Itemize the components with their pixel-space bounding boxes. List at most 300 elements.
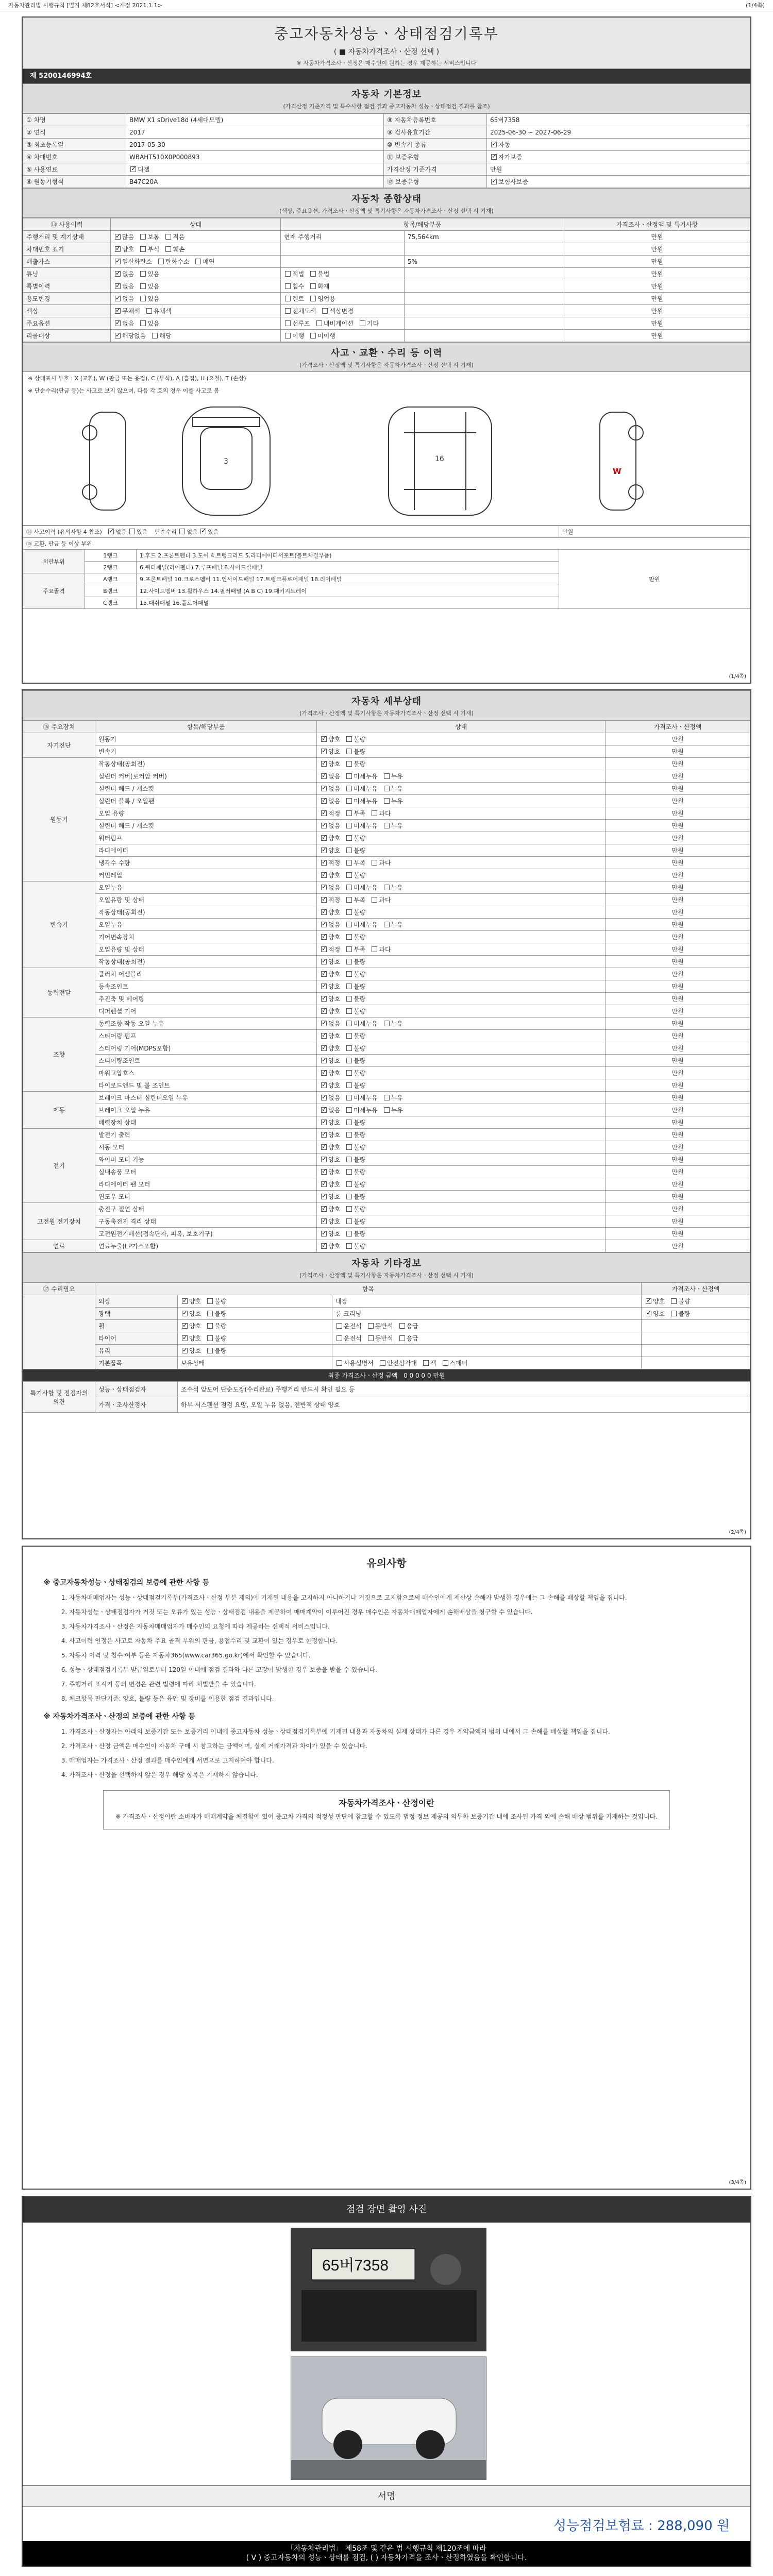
checkbox-label: 불량	[354, 1168, 366, 1176]
checkbox-label: 없음	[328, 773, 341, 780]
checkbox-icon	[346, 749, 352, 754]
checkbox-icon	[346, 1021, 352, 1026]
checkbox-icon	[321, 996, 327, 1002]
check-option	[320, 1156, 340, 1163]
checkbox-label: 있음	[137, 529, 148, 535]
item-state	[317, 1005, 606, 1018]
checkbox-icon	[321, 1243, 327, 1249]
checkbox-icon	[321, 810, 327, 816]
item-label: 오일누유	[95, 919, 317, 931]
check-option	[442, 1360, 468, 1367]
item-label: 기어변속장치	[95, 931, 317, 943]
item-label: 실린더 커버(로커암 커버)	[95, 770, 317, 783]
table-row	[23, 968, 750, 980]
table-row	[23, 1055, 750, 1067]
check-option	[320, 884, 340, 891]
section-title: 자동차 종합상태	[351, 194, 422, 205]
checkbox-icon	[140, 234, 146, 240]
plate-number: 65버7358	[487, 114, 750, 126]
checkbox-label: 누유	[391, 785, 403, 792]
checkbox-label: 불량	[354, 1243, 366, 1250]
table-row	[23, 317, 750, 330]
item-value	[405, 268, 564, 280]
table-row	[23, 956, 750, 968]
section-note: (색상, 주요옵션, 가격조사ㆍ산정액 및 특기사항은 자동차가격조사ㆍ산정 선택 시 기재)	[279, 208, 494, 214]
checkbox-icon	[207, 1348, 213, 1353]
table-row	[23, 1178, 750, 1191]
table-header-row	[23, 218, 750, 231]
check-option	[359, 320, 379, 327]
checkbox-label: 불량	[354, 1131, 366, 1139]
field-label: ⑤ 사용연료	[23, 163, 126, 176]
checkbox-icon	[346, 761, 352, 767]
checkbox-icon	[140, 320, 146, 326]
item-label: 주요옵션	[23, 317, 111, 330]
checkbox-icon	[671, 1298, 677, 1304]
checkbox-icon	[346, 934, 352, 940]
check-option	[181, 1347, 201, 1354]
checkbox-icon	[321, 1033, 327, 1039]
checkbox-label: 응급	[406, 1335, 418, 1342]
notice-item: 8. 체크항목 판단기준: 양호, 불량 등은 육안 및 장비를 이용한 점검 결과입니다.	[69, 1693, 719, 1704]
checkbox-icon	[321, 1008, 327, 1014]
insurance-fee	[553, 2515, 730, 2534]
legal-footer-line-2: ( V ) 중고자동차의 성능ㆍ상태를 점검, ( ) 자동차가격을 조사ㆍ산정하였음을 확인합니다.	[246, 2554, 527, 2562]
item-state	[317, 931, 606, 943]
checkbox-icon	[115, 333, 121, 338]
item-state	[178, 1295, 332, 1308]
checkbox-label: 불법	[317, 270, 330, 278]
vin: WBAHT510X0P000893	[126, 151, 384, 163]
page-indicator: (1/4쪽)	[746, 2, 765, 9]
item-state	[317, 1116, 606, 1129]
item-state	[317, 1055, 606, 1067]
column-header: ⑬ 사용이력	[23, 218, 111, 231]
check-option	[345, 909, 365, 916]
checkbox-label: 해당없음	[122, 332, 146, 340]
checkbox-icon	[165, 234, 171, 240]
checkbox-icon	[372, 897, 377, 903]
table-row	[23, 1345, 750, 1357]
item-label: 유리	[95, 1345, 178, 1357]
section-other-info	[23, 1252, 750, 1282]
checkbox-label: 훼손	[173, 246, 185, 253]
check-option	[335, 1323, 362, 1330]
checkbox-label: 양호	[328, 1230, 341, 1238]
check-option	[371, 859, 391, 867]
column-header: 상태	[111, 218, 281, 231]
check-option	[345, 785, 377, 792]
column-header: ⑯ 주요장치	[23, 721, 95, 733]
item-state	[111, 243, 281, 256]
check-option	[345, 884, 377, 891]
check-option	[114, 283, 134, 290]
item-state	[317, 1129, 606, 1141]
item-label: 원동기	[95, 733, 317, 745]
check-option	[194, 258, 214, 265]
item-state	[317, 1191, 606, 1203]
document-note: ※ 자동차가격조사ㆍ산정은 매수인이 원하는 경우 제공하는 서비스입니다	[296, 60, 477, 66]
check-option	[139, 283, 159, 290]
check-option	[320, 872, 340, 879]
checkbox-label: 미이행	[317, 332, 335, 340]
check-option	[383, 773, 403, 780]
checkbox-icon	[285, 308, 291, 314]
checkbox-icon	[146, 308, 152, 314]
check-option	[383, 921, 403, 928]
check-option	[345, 995, 365, 1003]
table-row	[23, 1154, 750, 1166]
checkbox-label: 있음	[147, 283, 160, 290]
table-row	[23, 1228, 750, 1240]
checkbox-label: 양호	[328, 872, 341, 879]
checkbox-label: 없음	[122, 283, 135, 290]
checkbox-icon	[285, 296, 291, 301]
notice-list	[69, 1592, 719, 1704]
checkbox-icon	[346, 1058, 352, 1063]
svg-text:W: W	[613, 467, 621, 476]
item-label: 구동축전지 격리 상태	[95, 1215, 317, 1228]
check-option	[321, 308, 353, 315]
item-label: 동력조향 작동 오일 누유	[95, 1018, 317, 1030]
checkbox-label: 불량	[354, 872, 366, 879]
section-overall-status	[23, 188, 750, 218]
item-detail	[281, 280, 405, 293]
check-option	[320, 1230, 340, 1238]
field-label: ② 연식	[23, 126, 126, 139]
check-option	[284, 308, 316, 315]
check-option	[284, 283, 304, 290]
checkbox-label: 양호	[653, 1298, 665, 1305]
price-cell: 만원	[564, 256, 750, 268]
check-option	[320, 1082, 340, 1089]
legal-footer	[23, 2541, 750, 2566]
group-label: 연료	[23, 1240, 95, 1252]
checkbox-label: 없음	[187, 529, 198, 535]
signature-title: 서명	[23, 2485, 750, 2507]
column-header: 가격조사ㆍ산정액	[642, 1283, 750, 1295]
item-state-2	[642, 1345, 750, 1357]
checkbox-label: 양호	[328, 1243, 341, 1250]
check-option	[345, 971, 365, 978]
check-option	[114, 295, 134, 302]
item-detail: 룸 크리닝	[332, 1308, 642, 1320]
checkbox-label: 불량	[354, 1119, 366, 1126]
checkbox-label: 없음	[328, 1094, 341, 1101]
checkbox-icon	[115, 308, 121, 314]
check-option	[139, 320, 159, 327]
group-label: 전기	[23, 1129, 95, 1203]
checkbox-label: 불량	[354, 1057, 366, 1064]
checkbox-label: 미세누유	[354, 1020, 378, 1027]
checkbox-label: 부족	[354, 946, 366, 953]
item-state	[317, 980, 606, 993]
checkbox-label: 양호	[328, 1119, 341, 1126]
table-row	[23, 151, 750, 163]
check-option	[320, 971, 340, 978]
table-row	[23, 869, 750, 882]
check-option	[320, 958, 340, 965]
price-cell: 만원	[606, 882, 750, 894]
table-row	[23, 330, 750, 342]
checkbox-label: 보통	[147, 233, 160, 241]
check-option	[345, 859, 365, 867]
item-state	[317, 1203, 606, 1215]
price-cell: 만원	[564, 268, 750, 280]
checkbox-icon	[200, 529, 206, 534]
price-cell: 만원	[606, 1228, 750, 1240]
price-cell: 만원	[564, 330, 750, 342]
price-cell: 만원	[606, 1067, 750, 1079]
checkbox-label: 렌트	[292, 295, 305, 302]
table-header-row	[23, 1283, 750, 1295]
item-value	[405, 243, 564, 256]
check-option	[345, 810, 365, 817]
table-row	[23, 783, 750, 795]
checkbox-label: 없음	[328, 822, 341, 829]
fuel-type	[126, 163, 384, 176]
check-option	[320, 748, 340, 755]
group-label: 원동기	[23, 758, 95, 882]
checkbox-label: 미세누유	[354, 822, 378, 829]
item-state	[111, 293, 281, 305]
checkbox-icon	[346, 1008, 352, 1014]
check-option	[139, 295, 159, 302]
table-row	[23, 1215, 750, 1228]
check-option	[320, 785, 340, 792]
checkbox-icon	[321, 959, 327, 964]
document-title: 중고자동차성능ㆍ상태점검기록부	[274, 25, 499, 42]
checkbox-label: 양호	[328, 1008, 341, 1015]
price-cell: 만원	[606, 943, 750, 956]
check-option	[181, 1323, 201, 1330]
table-row	[23, 993, 750, 1005]
checkbox-icon	[368, 1323, 374, 1329]
notice-item: 3. 매매업자는 가격조사ㆍ산정 결과를 매수인에게 서면으로 고지하여야 합니다.	[69, 1755, 719, 1766]
checkbox-icon	[207, 1311, 213, 1316]
item-label: 실린더 블록 / 오일팬	[95, 795, 317, 807]
checkbox-label: 미세누유	[354, 773, 378, 780]
price-cell: 만원	[606, 1154, 750, 1166]
checkbox-label: 보험사보증	[498, 178, 528, 185]
checkbox-icon	[108, 529, 114, 534]
checkbox-label: 양호	[328, 1206, 341, 1213]
item-state	[317, 1018, 606, 1030]
item-value	[405, 330, 564, 342]
checkbox-label: 불량	[214, 1310, 227, 1317]
table-row	[23, 1203, 750, 1215]
item-state	[317, 795, 606, 807]
item-value	[405, 280, 564, 293]
check-option	[320, 1107, 340, 1114]
item-state	[317, 993, 606, 1005]
table-row	[23, 857, 750, 869]
item-label: 커먼레일	[95, 869, 317, 882]
check-option	[309, 283, 329, 290]
rank-label: B랭크	[85, 585, 137, 597]
field-label: ⑧ 자동차등록번호	[384, 114, 487, 126]
price-cell: 만원	[606, 956, 750, 968]
table-row	[23, 1005, 750, 1018]
checkbox-icon	[360, 320, 365, 326]
checkbox-label: 양호	[328, 1131, 341, 1139]
item-state	[317, 1092, 606, 1104]
checkbox-label: 이행	[292, 332, 305, 340]
group-label: 고전원 전기장치	[23, 1203, 95, 1240]
checkbox-label: 불량	[354, 760, 366, 768]
price-cell: 만원	[606, 1191, 750, 1203]
notice-subtitle: ※ 중고자동차성능ㆍ상태점검의 보증에 관한 사항 등	[43, 1579, 209, 1587]
section-title: 자동차 기본정보	[351, 89, 422, 100]
check-option	[345, 934, 365, 941]
price-cell: 만원	[564, 280, 750, 293]
checkbox-icon	[646, 1311, 651, 1316]
checkbox-label: 불량	[354, 1070, 366, 1077]
checkbox-label: 불량	[354, 835, 366, 842]
item-state	[317, 1104, 606, 1116]
model-year: 2017	[126, 126, 384, 139]
checkbox-icon	[115, 259, 121, 264]
checkbox-icon	[115, 296, 121, 301]
table-row	[23, 126, 750, 139]
check-option	[345, 1057, 365, 1064]
section-title: 사고ㆍ교환ㆍ수리 등 이력	[330, 348, 443, 359]
check-option	[345, 847, 365, 854]
check-option	[284, 320, 310, 327]
checkbox-label: 불량	[354, 1156, 366, 1163]
column-header: ⑰ 수리필요	[23, 1283, 95, 1295]
check-option	[345, 1156, 365, 1163]
price-cell: 만원	[606, 745, 750, 758]
check-option	[206, 1347, 226, 1354]
table-row	[23, 1104, 750, 1116]
table-row	[23, 1397, 750, 1413]
item-state	[317, 943, 606, 956]
checkbox-icon	[346, 835, 352, 841]
checkbox-label: 양호	[328, 748, 341, 755]
item-label: 충전구 절연 상태	[95, 1203, 317, 1215]
item-state	[317, 807, 606, 820]
check-option	[320, 909, 340, 916]
checkbox-label: 적법	[292, 270, 305, 278]
photo-vehicle-lift	[291, 2357, 486, 2480]
checkbox-icon	[423, 1360, 429, 1366]
item-detail	[332, 1357, 642, 1369]
checkbox-icon	[346, 1231, 352, 1236]
item-label: 색상	[23, 305, 111, 317]
checkbox-icon	[321, 1206, 327, 1212]
checkbox-icon	[646, 1298, 651, 1304]
item-state	[317, 1030, 606, 1042]
checkbox-icon	[346, 1033, 352, 1039]
box-title: 자동차가격조사ㆍ산정이란	[339, 1798, 434, 1808]
checkbox-icon	[182, 1311, 188, 1316]
check-option	[345, 822, 377, 829]
price-cell: 만원	[606, 1042, 750, 1055]
item-state-2	[642, 1308, 750, 1320]
checkbox-icon	[322, 308, 328, 314]
checkbox-label: 누유	[391, 921, 403, 928]
check-option	[164, 246, 184, 253]
checkbox-icon	[337, 1335, 342, 1341]
check-option	[345, 1230, 365, 1238]
checkbox-icon	[671, 1311, 677, 1316]
table-header-row	[23, 721, 750, 733]
checkbox-label: 잭	[430, 1360, 436, 1367]
table-row	[23, 832, 750, 844]
price-cell: 만원	[606, 1079, 750, 1092]
checkbox-icon	[152, 333, 158, 338]
table-row	[23, 1116, 750, 1129]
checkbox-label: 불량	[214, 1323, 227, 1330]
checkbox-icon	[346, 823, 352, 828]
price-cell: 만원	[606, 919, 750, 931]
checkbox-label: 불량	[354, 1230, 366, 1238]
checkbox-icon	[384, 798, 390, 804]
item-label: 등속조인트	[95, 980, 317, 993]
checkbox-label: 불량	[354, 1218, 366, 1225]
item-label: 워터펌프	[95, 832, 317, 844]
checkbox-label: 양호	[328, 1181, 341, 1188]
item-state	[317, 844, 606, 857]
table-row	[23, 758, 750, 770]
price-cell: 만원	[606, 807, 750, 820]
checkbox-icon	[346, 1218, 352, 1224]
checkbox-label: 적정	[328, 946, 341, 953]
check-option	[320, 1193, 340, 1200]
item-label: 스티어링 펌프	[95, 1030, 317, 1042]
accident-row	[23, 526, 559, 538]
first-registration: 2017-05-30	[126, 139, 384, 151]
checkbox-label: 자가보증	[498, 154, 523, 161]
table-row	[23, 256, 750, 268]
checkbox-label: 양호	[328, 1082, 341, 1089]
checkbox-label: 없음	[115, 529, 127, 535]
warranty-type	[487, 151, 750, 163]
check-option	[320, 1168, 340, 1176]
checkbox-icon	[346, 773, 352, 779]
checkbox-icon	[115, 246, 121, 252]
table-row	[23, 139, 750, 151]
photo-engine-bay	[291, 2228, 486, 2351]
checkbox-icon	[384, 1021, 390, 1026]
checkbox-label: 안전삼각대	[386, 1360, 417, 1367]
checkbox-label: 미세누유	[354, 798, 378, 805]
check-option	[320, 896, 340, 904]
check-option	[422, 1360, 436, 1367]
price-cell: 만원	[559, 550, 750, 609]
check-option	[309, 295, 335, 302]
checkbox-icon	[491, 179, 497, 184]
checkbox-label: 침수	[292, 283, 305, 290]
check-option	[114, 258, 152, 265]
checkbox-icon	[321, 773, 327, 779]
check-option	[114, 246, 134, 253]
table-row	[23, 980, 750, 993]
item-label: 특별이력	[23, 280, 111, 293]
check-option	[320, 1020, 340, 1027]
checkbox-icon	[115, 283, 121, 289]
item-state	[111, 280, 281, 293]
checkbox-icon	[491, 154, 497, 160]
checkbox-label: 양호	[328, 1218, 341, 1225]
item-value: 75,564km	[405, 231, 564, 243]
group-label: 자기진단	[23, 733, 95, 758]
checkbox-label: 불량	[354, 1045, 366, 1052]
checkbox-icon	[346, 1194, 352, 1199]
price-cell: 만원	[564, 317, 750, 330]
check-option	[320, 810, 340, 817]
